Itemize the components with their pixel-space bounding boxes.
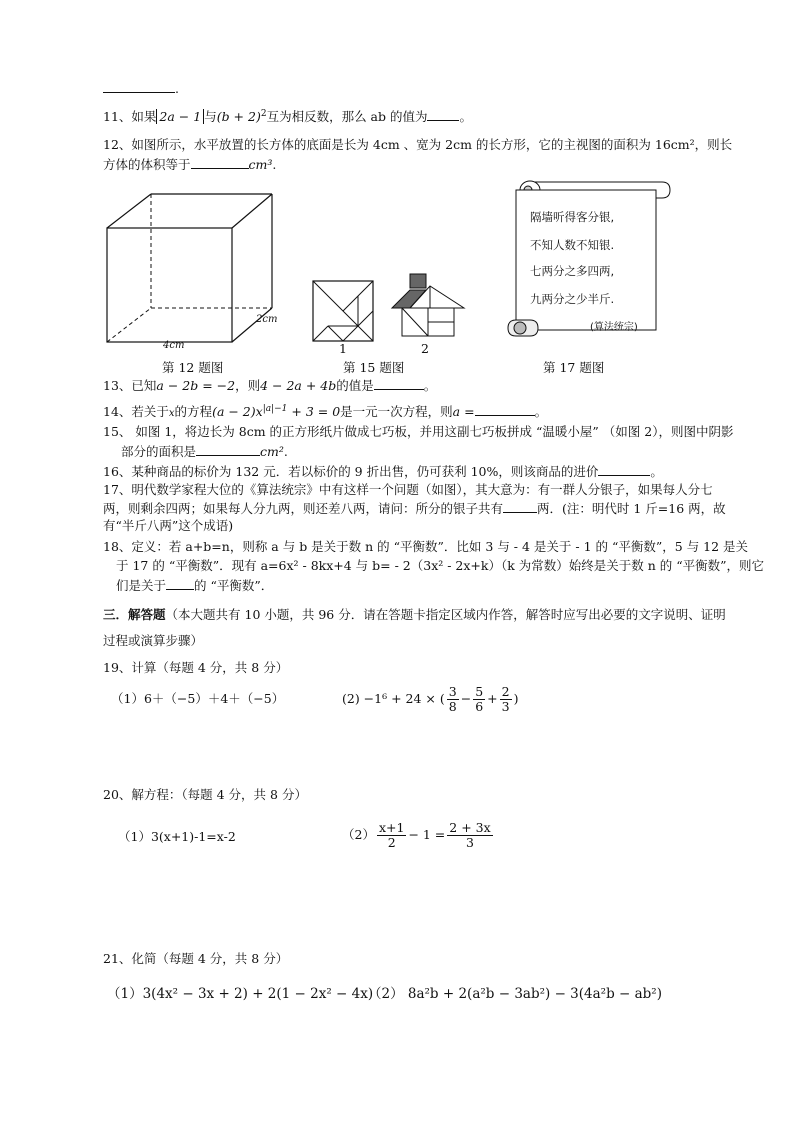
question-18-line2: 于 17 的 “平衡数”．现有 a=6x² - 8kx+4 与 b= - 2（3x² - 2x+k）（k 为常数）始终是关于数 n 的 “平衡数”，则它: [116, 558, 765, 573]
question-12-line2: 方体的体积等于 cm³.: [103, 157, 277, 172]
fig15-label-2: 2: [421, 341, 429, 356]
section-3-header: 三．解答题（本大题共有 10 小题，共 96 分．请在答题卡指定区域内作答，解答时应写出必要的文字说明、证明: [103, 607, 726, 622]
question-13: 13、已知a − 2b = −2，则4 − 2a + 4b的值是 。: [103, 378, 437, 393]
figure-12-cuboid: [105, 190, 278, 350]
question-18-line1: 18、定义：若 a+b=n，则称 a 与 b 是关于数 n 的 “平衡数”．比如 3 与 - 4 是关于 - 1 的 “平衡数”，5 与 12 是关: [103, 539, 749, 554]
fig12-length-label: 4cm: [163, 340, 185, 351]
fig12-caption: 第 12 题图: [162, 360, 224, 375]
scroll-line-3: 七两分之多四两,: [530, 264, 615, 278]
question-21-part2: （2） 8a²b + 2(a²b − 3ab²) − 3(4a²b − ab²): [368, 986, 662, 1002]
question-16: 16、某种商品的标价为 132 元．若以标价的 9 折出售，仍可获利 10%，则该商品的进价 。: [103, 464, 663, 479]
scroll-line-4: 九两分之少半斤.: [530, 292, 615, 306]
question-17-line3: 有“半斤八两”这个成语): [103, 518, 234, 533]
question-21-title: 21、化简（每题 4 分，共 8 分）: [103, 951, 289, 966]
figure-17-scroll: [500, 176, 672, 348]
question-20-title: 20、解方程：（每题 4 分，共 8 分）: [103, 787, 307, 802]
fig15-label-1: 1: [339, 341, 347, 356]
question-14: 14、若关于x的方程$(a - 2)x^{|a|-1} + 3 = 0$是一元一次方程，则a = 。: [103, 404, 548, 420]
question-11: 11、如果 2a − 1 与$(b + 2)^2$互为相反数，那么 ab 的值为 。: [103, 109, 472, 125]
question-15-line1: 15、 如图 1，将边长为 8cm 的正方形纸片做成七巧板，并用这副七巧板拼成 “温暖小屋” （如图 2），则图中阴影: [103, 424, 734, 439]
question-19-part1: （1）6＋（−5）＋4＋（−5）: [111, 691, 285, 706]
question-19-title: 19、计算（每题 4 分，共 8 分）: [103, 660, 289, 675]
question-19-part2: (2) −1⁶ + 24 × ( $\frac{3}{8}$ − $\frac{5}{6}$ + $\frac{2}{3}$ ): [342, 684, 519, 714]
scroll-line-2: 不知人数不知银.: [530, 238, 615, 252]
question-21-part1: （1）3(4x² − 3x + 2) + 2(1 − 2x² − 4x): [107, 986, 374, 1002]
question-17-line2: 两，则剩余四两；如果每人分九两，则还差八两，请问：所分的银子共有 两．(注：明代时 1 斤=16 两，故: [103, 501, 726, 516]
question-15-line2: 部分的面积是 cm².: [121, 444, 288, 459]
scroll-line-1: 隔墙听得客分银,: [530, 210, 615, 224]
figure-15-warm-house: [388, 272, 466, 338]
scroll-source: (算法统宗): [590, 322, 638, 333]
section-3-header-line2: 过程或演算步骤）: [103, 633, 204, 648]
question-20-part2: （2） $\frac{x+1}{2}$ − 1 = $\frac{2 + 3x}{3}$: [342, 820, 491, 850]
fig15-caption: 第 15 题图: [343, 360, 405, 375]
question-18-line3: 们是关于 的 “平衡数”．: [116, 578, 274, 593]
figure-15-tangram-square: [312, 280, 374, 342]
fig17-caption: 第 17 题图: [543, 360, 605, 375]
q10-tail: .: [103, 80, 179, 97]
fig12-width-label: 2cm: [256, 314, 278, 325]
question-17-line1: 17、明代数学家程大位的《算法统宗》中有这样一个问题（如图），其大意为：有一群人分银子，如果每人分七: [103, 482, 713, 497]
question-20-part1: （1）3(x+1)-1=x-2: [118, 829, 236, 844]
question-12-line1: 12、如图所示，水平放置的长方体的底面是长为 4cm 、宽为 2cm 的长方形，它的主视图的面积为 16cm²，则长: [103, 137, 733, 152]
answer-blank: [103, 80, 175, 93]
